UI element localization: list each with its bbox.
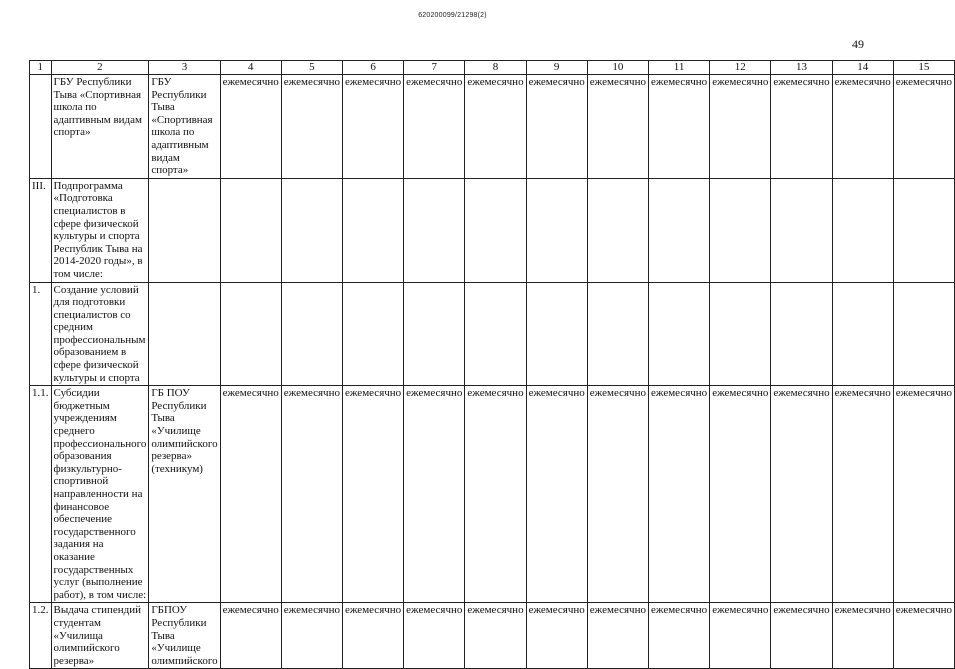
frequency-cell: ежемесячно bbox=[832, 386, 893, 603]
executor-name: ГБУ Республики Тыва «Спортивная школа по адаптивным видам спорта» bbox=[149, 75, 220, 179]
measure-name: ГБУ Республики Тыва «Спортивная школа по адаптивным видам спорта» bbox=[51, 75, 149, 179]
frequency-cell bbox=[587, 282, 648, 386]
frequency-cell: ежемесячно bbox=[526, 603, 587, 669]
column-header-6: 6 bbox=[342, 61, 403, 75]
frequency-cell: ежемесячно bbox=[220, 603, 281, 669]
frequency-cell: ежемесячно bbox=[281, 386, 342, 603]
frequency-cell: ежемесячно bbox=[771, 75, 832, 179]
column-header-8: 8 bbox=[465, 61, 526, 75]
frequency-cell bbox=[587, 178, 648, 282]
frequency-cell: ежемесячно bbox=[771, 386, 832, 603]
column-header-12: 12 bbox=[710, 61, 771, 75]
frequency-cell bbox=[465, 178, 526, 282]
column-header-15: 15 bbox=[893, 61, 954, 75]
frequency-cell bbox=[832, 282, 893, 386]
frequency-cell: ежемесячно bbox=[526, 386, 587, 603]
frequency-cell bbox=[465, 282, 526, 386]
frequency-cell: ежемесячно bbox=[832, 603, 893, 669]
table-row bbox=[30, 603, 955, 669]
executor-name: ГБПОУ Республики Тыва «Училище олимпийского bbox=[149, 603, 220, 669]
frequency-cell bbox=[710, 282, 771, 386]
table-row bbox=[30, 282, 955, 386]
frequency-cell bbox=[832, 178, 893, 282]
frequency-cell bbox=[404, 178, 465, 282]
column-header-14: 14 bbox=[832, 61, 893, 75]
frequency-cell bbox=[771, 178, 832, 282]
column-header-9: 9 bbox=[526, 61, 587, 75]
frequency-cell: ежемесячно bbox=[404, 603, 465, 669]
frequency-cell: ежемесячно bbox=[220, 75, 281, 179]
frequency-cell bbox=[220, 178, 281, 282]
executor-name bbox=[149, 282, 220, 386]
frequency-cell: ежемесячно bbox=[281, 603, 342, 669]
frequency-cell bbox=[281, 282, 342, 386]
frequency-cell bbox=[342, 282, 403, 386]
frequency-cell bbox=[893, 282, 954, 386]
frequency-cell bbox=[710, 178, 771, 282]
column-header-4: 4 bbox=[220, 61, 281, 75]
frequency-cell bbox=[648, 178, 709, 282]
row-number: III. bbox=[30, 178, 52, 282]
frequency-cell: ежемесячно bbox=[465, 603, 526, 669]
frequency-cell bbox=[648, 282, 709, 386]
measure-name: Создание условий для подготовки специалистов со средним профессиональным образованием в сфере физической культуры и спорта bbox=[51, 282, 149, 386]
frequency-cell: ежемесячно bbox=[893, 75, 954, 179]
column-header-13: 13 bbox=[771, 61, 832, 75]
measure-name: Субсидии бюджетным учреждениям среднего профессионального образования физкультурно-спортивной направленности на финансовое обеспечение государственного задания на оказание государственных услуг (выполнение работ), в том числе: bbox=[51, 386, 149, 603]
frequency-cell: ежемесячно bbox=[404, 75, 465, 179]
frequency-cell: ежемесячно bbox=[465, 386, 526, 603]
row-number bbox=[30, 75, 52, 179]
frequency-cell: ежемесячно bbox=[465, 75, 526, 179]
column-header-11: 11 bbox=[648, 61, 709, 75]
table-row bbox=[30, 386, 955, 603]
executor-name: ГБ ПОУ Республики Тыва «Училище олимпийского резерва» (техникум) bbox=[149, 386, 220, 603]
frequency-cell: ежемесячно bbox=[771, 603, 832, 669]
frequency-cell: ежемесячно bbox=[220, 386, 281, 603]
frequency-cell: ежемесячно bbox=[587, 75, 648, 179]
frequency-cell bbox=[404, 282, 465, 386]
column-header-3: 3 bbox=[149, 61, 220, 75]
frequency-cell bbox=[526, 282, 587, 386]
frequency-cell: ежемесячно bbox=[893, 603, 954, 669]
measure-name: Выдача стипендий студентам «Училища олимпийского резерва» bbox=[51, 603, 149, 669]
frequency-cell: ежемесячно bbox=[710, 386, 771, 603]
table-row bbox=[30, 75, 955, 179]
frequency-cell: ежемесячно bbox=[404, 386, 465, 603]
frequency-cell bbox=[893, 178, 954, 282]
frequency-cell: ежемесячно bbox=[648, 75, 709, 179]
row-number: 1.1. bbox=[30, 386, 52, 603]
header-row bbox=[30, 61, 955, 75]
column-header-5: 5 bbox=[281, 61, 342, 75]
column-header-7: 7 bbox=[404, 61, 465, 75]
frequency-cell: ежемесячно bbox=[342, 386, 403, 603]
column-header-1: 1 bbox=[30, 61, 52, 75]
row-number: 1. bbox=[30, 282, 52, 386]
frequency-cell: ежемесячно bbox=[281, 75, 342, 179]
document-id: 620200099/21298(2) bbox=[418, 12, 487, 19]
executor-name bbox=[149, 178, 220, 282]
frequency-cell bbox=[771, 282, 832, 386]
row-number: 1.2. bbox=[30, 603, 52, 669]
frequency-cell: ежемесячно bbox=[710, 603, 771, 669]
table-row bbox=[30, 178, 955, 282]
frequency-cell: ежемесячно bbox=[710, 75, 771, 179]
frequency-cell bbox=[342, 178, 403, 282]
column-header-2: 2 bbox=[51, 61, 149, 75]
column-header-10: 10 bbox=[587, 61, 648, 75]
frequency-cell: ежемесячно bbox=[893, 386, 954, 603]
frequency-cell bbox=[220, 282, 281, 386]
frequency-cell bbox=[526, 178, 587, 282]
frequency-cell: ежемесячно bbox=[648, 386, 709, 603]
frequency-cell: ежемесячно bbox=[342, 75, 403, 179]
frequency-cell: ежемесячно bbox=[342, 603, 403, 669]
page-number: 49 bbox=[852, 37, 864, 51]
frequency-cell bbox=[281, 178, 342, 282]
frequency-cell: ежемесячно bbox=[648, 603, 709, 669]
frequency-cell: ежемесячно bbox=[832, 75, 893, 179]
frequency-cell: ежемесячно bbox=[587, 386, 648, 603]
frequency-cell: ежемесячно bbox=[587, 603, 648, 669]
measure-name: Подпрограмма «Подготовка специалистов в сфере физической культуры и спорта Республик Тыва на 2014-2020 годы», в том числе: bbox=[51, 178, 149, 282]
frequency-cell: ежемесячно bbox=[526, 75, 587, 179]
schedule-table bbox=[29, 60, 955, 669]
